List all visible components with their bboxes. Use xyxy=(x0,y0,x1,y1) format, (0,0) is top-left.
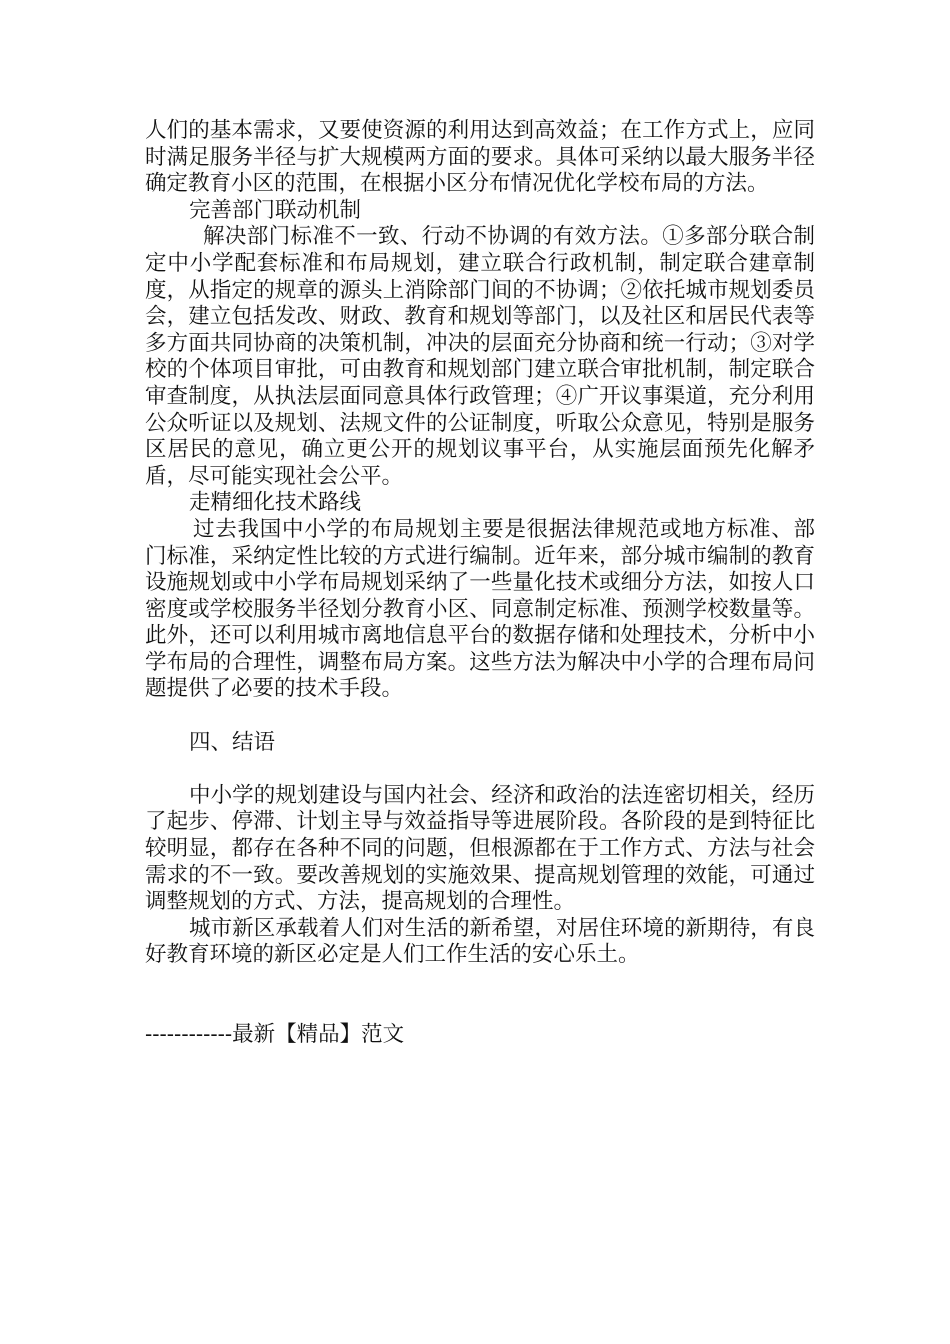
spacer xyxy=(145,703,815,730)
paragraph-technical-route: 过去我国中小学的布局规划主要是很据法律规范或地方标准、部门标准，采纳定性比较的方式进行编制。近年来，部分城市编制的教育设施规划或中小学布局规划采纳了一些量化技术或细分方法，如按人口密度或学校服务半径划分教育小区、同意制定标准、预测学校数量等。此外，还可以利用城市离地信息平台的数据存储和处理技术，分析中小学布局的合理性，调整布局方案。这些方法为解决中小学的合理布局问题提供了必要的技术手段。 xyxy=(145,516,815,702)
spacer xyxy=(145,969,815,996)
paragraph-department-linkage: 解决部门标准不一致、行动不协调的有效方法。①多部分联合制定中小学配套标准和布局规划，建立联合行政机制，制定联合建章制度，从指定的规章的源头上消除部门间的不协调；②依托城市规划委员会，建立包括发改、财政、教育和规划等部门，以及社区和居民代表等多方面共同协商的决策机制，冲决的层面充分协商和统一行动；③对学校的个体项目审批，可由教育和规划部门建立联合审批机制，制定联合审查制度，从执法层面同意具体行政管理；④广开议事渠道，充分利用公众听证以及规划、法规文件的公证制度，听取公众意见，特别是服务区居民的意见，确立更公开的规划议事平台，从实施层面预先化解矛盾，尽可能实现社会公平。 xyxy=(145,224,815,489)
section-heading-technical-route: 走精细化技术路线 xyxy=(189,490,362,516)
section-heading-conclusion: 四、结语 xyxy=(189,729,276,755)
spacer xyxy=(145,756,815,783)
paragraph-conclusion-1: 中小学的规划建设与国内社会、经济和政治的法连密切相关，经历了起步、停滞、计划主导与效益指导等进展阶段。各阶段的是到特征比较明显，都存在各种不同的问题，但根源都在于工作方式、方法与社会需求的不一致。要改善规划的实施效果、提高规划管理的效能，可通过调整规划的方式、方法，提高规划的合理性。 xyxy=(145,782,815,915)
section-heading-department-linkage: 完善部门联动机制 xyxy=(189,197,362,223)
document-page xyxy=(145,118,815,1049)
paragraph-intro: 人们的基本需求，又要使资源的利用达到高效益；在工作方式上，应同时满足服务半径与扩大规模两方面的要求。具体可采纳以最大服务半径确定教育小区的范围，在根据小区分布情况优化学校布局的方法。 xyxy=(145,118,815,197)
spacer xyxy=(145,996,815,1023)
footer-label: ------------最新【精品】范文 xyxy=(145,1022,405,1048)
paragraph-conclusion-2: 城市新区承载着人们对生活的新希望，对居住环境的新期待，有良好教育环境的新区必定是人们工作生活的安心乐土。 xyxy=(145,915,815,968)
